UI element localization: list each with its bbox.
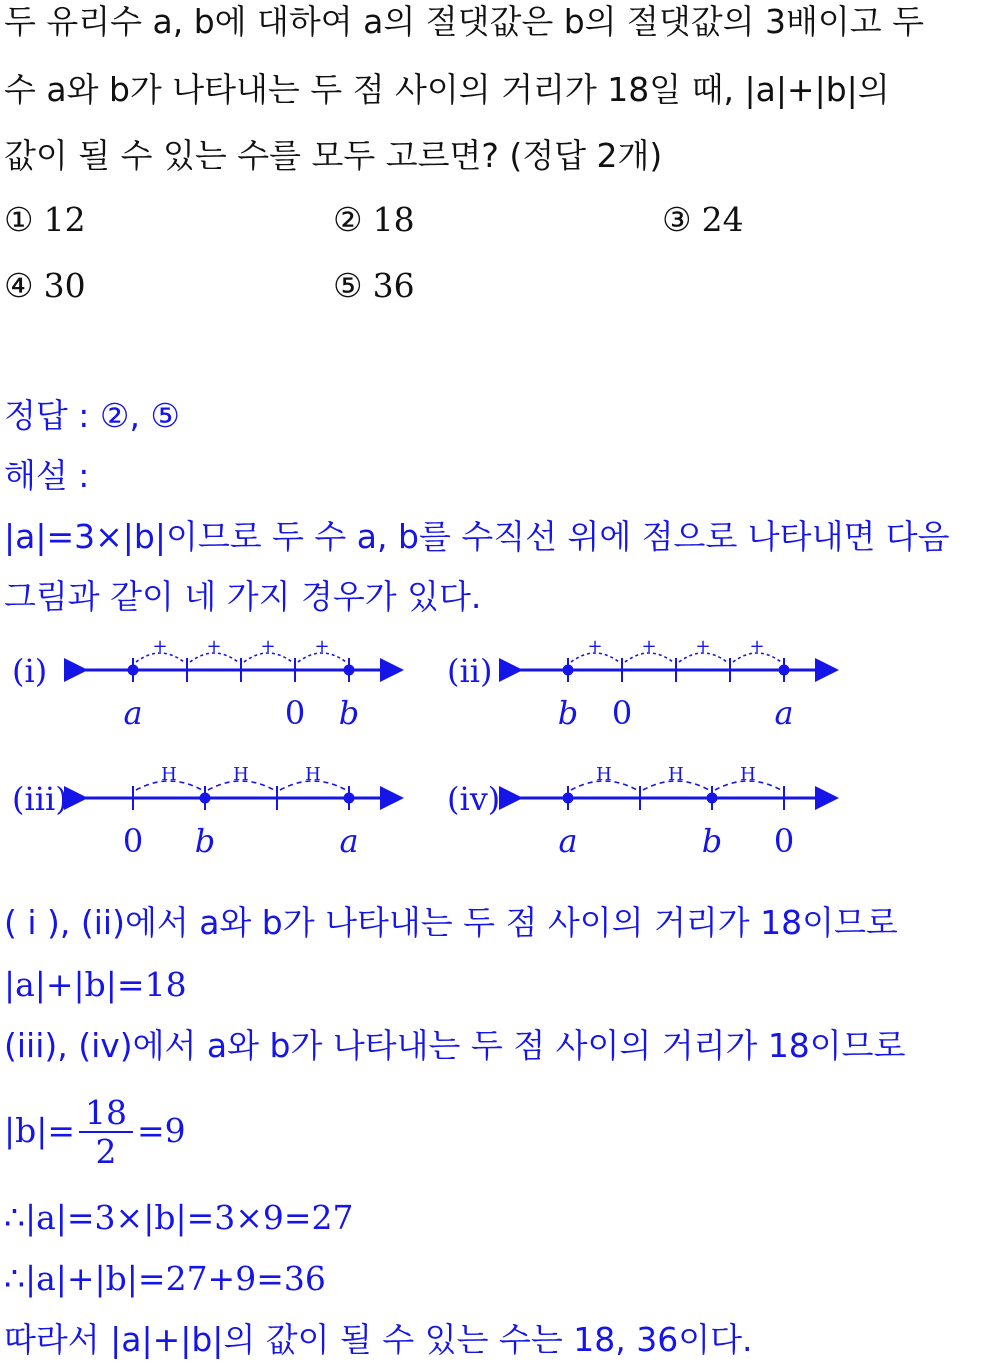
option-mark: ⑤ [333, 266, 363, 305]
fraction-numerator: 18 [79, 1095, 133, 1133]
equal-length-mark: + [314, 636, 330, 657]
point-label-zero: 0 [122, 822, 144, 860]
point-label-a: a [123, 694, 143, 732]
equal-length-mark: + [152, 636, 168, 657]
point-label-b: b [338, 694, 360, 732]
equal-length-mark: + [695, 636, 711, 657]
fraction-lhs: |b|= [4, 1111, 76, 1150]
equal-length-mark: + [260, 636, 276, 657]
case-label: (iii) [12, 780, 68, 818]
point-dot [707, 793, 718, 804]
solution-line-1: ( i ), (ii)에서 a와 b가 나타내는 두 점 사이의 거리가 18이므로 [4, 903, 898, 942]
answer-label: 정답 : ②, ⑤ [4, 396, 181, 435]
point-dot [344, 665, 355, 676]
problem-line-2: 수 a와 b가 나타내는 두 점 사이의 거리가 18일 때, |a|+|b|의 [4, 70, 890, 109]
point-label-zero: 0 [284, 694, 306, 732]
explanation-line-2: 그림과 같이 네 가지 경우가 있다. [4, 577, 482, 616]
solution-line-3: (iii), (iv)에서 a와 b가 나타내는 두 점 사이의 거리가 18이므로 [4, 1026, 906, 1065]
option-mark: ③ [662, 200, 692, 239]
option-mark: ① [4, 200, 34, 239]
solution-line-4 [4, 1094, 186, 1171]
point-label-b: b [557, 694, 579, 732]
option-mark: ② [333, 200, 363, 239]
point-dot [563, 793, 574, 804]
point-label-a: a [339, 822, 359, 860]
option-value: 24 [701, 200, 744, 239]
solution-line-5: ∴|a|=3×|b|=3×9=27 [4, 1198, 354, 1237]
option-mark: ④ [4, 266, 34, 305]
point-label-b: b [194, 822, 216, 860]
fraction-rhs: =9 [137, 1111, 186, 1150]
point-dot [779, 665, 790, 676]
case-label: (ii) [447, 652, 493, 690]
fraction-denominator: 2 [95, 1132, 117, 1171]
explanation-line-1: |a|=3×|b|이므로 두 수 a, b를 수직선 위에 점으로 나타내면 다음 [4, 517, 950, 556]
option-value: 18 [372, 200, 415, 239]
point-label-b: b [701, 822, 723, 860]
equal-length-mark: + [587, 636, 603, 657]
point-dot [200, 793, 211, 804]
equal-length-mark: H [668, 764, 684, 785]
equal-length-mark: H [596, 764, 612, 785]
case-label: (i) [12, 652, 48, 690]
fraction [79, 1095, 133, 1171]
solution-line-6: ∴|a|+|b|=27+9=36 [4, 1259, 326, 1298]
solution-line-2: |a|+|b|=18 [4, 965, 187, 1004]
solution-line-7: 따라서 |a|+|b|의 값이 될 수 있는 수는 18, 36이다. [4, 1320, 753, 1359]
case-label: (iv) [447, 780, 501, 818]
problem-line-3: 값이 될 수 있는 수를 모두 고르면? (정답 2개) [4, 136, 663, 175]
option-value: 30 [43, 266, 86, 305]
equal-length-mark: + [206, 636, 222, 657]
point-dot [563, 665, 574, 676]
point-label-zero: 0 [773, 822, 795, 860]
equal-length-mark: + [749, 636, 765, 657]
point-dot [128, 665, 139, 676]
option-value: 12 [43, 200, 86, 239]
equal-length-mark: H [740, 764, 756, 785]
explanation-label: 해설 : [4, 456, 90, 495]
point-label-a: a [774, 694, 794, 732]
equal-length-mark: H [161, 764, 177, 785]
equal-length-mark: H [233, 764, 249, 785]
point-dot [344, 793, 355, 804]
point-label-a: a [558, 822, 578, 860]
equal-length-mark: + [641, 636, 657, 657]
point-label-zero: 0 [611, 694, 633, 732]
problem-line-1: 두 유리수 a, b에 대하여 a의 절댓값은 b의 절댓값의 3배이고 두 [4, 2, 925, 41]
option-value: 36 [372, 266, 415, 305]
equal-length-mark: H [305, 764, 321, 785]
